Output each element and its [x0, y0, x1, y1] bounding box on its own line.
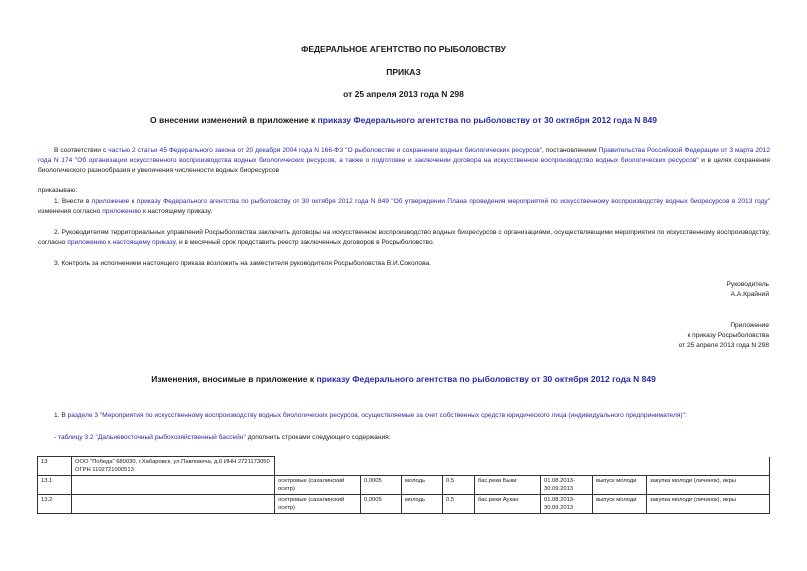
stage-cell: молодь	[402, 476, 443, 495]
item2-text-1: 2. Руководителям территориальных управлений Росрыболовства заключить договоры на искусственное воспроизводство водных биоресурсов с организациями, осуществляющими мероприятия по искусственному воспроизводству, согласно	[38, 229, 770, 246]
item1-text-2: изменения согласно	[38, 208, 103, 215]
title-link[interactable]: приказу Федерального агентства по рыболовству от 30 октября 2012 года N 849	[317, 115, 657, 125]
document-title	[0, 115, 807, 125]
activity-cell: выпуск молоди	[593, 495, 647, 514]
order-word: приказываю:	[38, 187, 78, 194]
species-cell: осетровые (сахалинский осетр)	[275, 495, 361, 514]
source-cell: закупка молоди (личинок), икры	[647, 476, 770, 495]
row-number: 13	[38, 457, 72, 476]
signature-name: А.А.Крайний	[730, 291, 769, 298]
title-prefix: О внесении изменений в приложение к	[150, 115, 318, 125]
table-row	[38, 495, 770, 514]
organization-cell: ООО "Победа" 680030, г.Хабаровск, ул.Павловича, д.6 ИНН 2721173050 ОГРН 1102721000513	[72, 457, 275, 476]
law-link[interactable]: частью 2 статьи 45 Федерального закона от 20 декабря 2004 года N 166-ФЗ "О рыболовстве и сохранении водных биологических ресурсов"	[108, 147, 543, 154]
stage-cell: молодь	[402, 495, 443, 514]
agency-name: ФЕДЕРАЛЬНОЕ АГЕНТСТВО ПО РЫБОЛОВСТВУ	[301, 44, 506, 54]
period-cell: 01.08.2013-30.09.2013	[541, 495, 593, 514]
empty-cell	[402, 457, 443, 476]
period-cell: 01.08.2013-30.09.2013	[541, 476, 593, 495]
changes-title-link[interactable]: приказу Федерального агентства по рыболовству от 30 октября 2012 года N 849	[316, 374, 656, 384]
empty-cell	[541, 457, 593, 476]
species-cell: осетровые (сахалинский осетр)	[275, 476, 361, 495]
item1-appendix-link[interactable]: приложению	[102, 208, 141, 215]
change-1-sub	[54, 433, 770, 443]
preamble-text-3: и в целях сохранения биологического разнообразия и увеличения численности водных биоресурсов	[38, 157, 771, 174]
doc-type: ПРИКАЗ	[386, 67, 421, 77]
empty-cell	[275, 457, 361, 476]
section-3-link[interactable]: разделе 3 "Мероприятия по искусственному воспроизводству водных биологических ресурсов, осуществляемые за счет собственных средств юридического лица (индивидуального предпринимателя)"	[67, 412, 685, 419]
empty-cell	[475, 457, 541, 476]
item1-order-link[interactable]: приложение к приказу Федерального агентства по рыболовству от 30 октября 2012 года N 849 "Об утверждении Плана проведения мероприятий по искусственному воспроизводству водных биоресурсов в 2013 году"	[91, 198, 770, 205]
item1-text-1: 1. Внести в	[54, 198, 92, 205]
appendix-line-1: Приложение	[730, 322, 769, 329]
table-row	[38, 457, 770, 476]
place-cell: бас.реки Аукан	[475, 495, 541, 514]
item2-text-2: , и в месячный срок представить реестр заключенных договоров в Росрыболовство.	[175, 239, 435, 246]
empty-cell	[361, 457, 402, 476]
appendix-line-3: от 25 апреля 2013 года N 298	[678, 342, 769, 349]
weight-cell: 0,5	[443, 495, 475, 514]
empty-cell	[72, 495, 275, 514]
change1-text-2: :	[684, 412, 687, 419]
changes-title-prefix: Изменения, вносимые в приложение к	[151, 374, 317, 384]
appendix-reference	[679, 321, 769, 351]
item-2	[38, 228, 770, 248]
signature-block	[727, 280, 769, 300]
doc-date-number: от 25 апреля 2013 года N 298	[343, 89, 464, 99]
item1-text-3: к настоящему приказу.	[141, 208, 213, 215]
additions-table	[37, 456, 770, 514]
row-number: 13.1	[38, 476, 72, 495]
appendix-line-2: к приказу Росрыболовства	[687, 332, 769, 339]
preamble-text-2: , постановлением	[542, 147, 599, 154]
weight-cell: 0,5	[443, 476, 475, 495]
place-cell: бас.реки Быки	[475, 476, 541, 495]
change1-sub-text-2: дополнить строками следующего содержания:	[245, 434, 391, 441]
activity-cell: выпуск молоди	[593, 476, 647, 495]
change-1	[54, 411, 770, 421]
empty-cell	[593, 457, 647, 476]
empty-cell	[443, 457, 475, 476]
source-cell: закупка молоди (личинок), икры	[647, 495, 770, 514]
table-3-2-link[interactable]: таблицу 3.2 "Дальневосточный рыбохозяйственный бассейн"	[58, 434, 246, 441]
resolution-link[interactable]: Правительства Российской Федерации от 3 марта 2012 года N 174 "Об организации искусственного воспроизводства водных биологических ресурсов, а также о подготовке и заключении договора на искусственное воспроизводство водных биологических ресурсов"	[38, 147, 770, 164]
preamble-paragraph	[38, 146, 770, 176]
empty-cell	[647, 457, 770, 476]
preamble-text-1: В соответствии с	[54, 147, 109, 154]
amount-cell: 0,0005	[361, 476, 402, 495]
change1-text-1: 1. В	[54, 412, 68, 419]
table-row	[38, 476, 770, 495]
row-number: 13.2	[38, 495, 72, 514]
item2-appendix-link[interactable]: приложению к настоящему приказу	[67, 239, 176, 246]
signature-role: Руководитель	[726, 281, 769, 288]
amount-cell: 0,0005	[361, 495, 402, 514]
item-1	[38, 197, 770, 217]
empty-cell	[72, 476, 275, 495]
changes-title	[0, 374, 807, 384]
item-3: 3. Контроль за исполнением настоящего приказа возложить на заместителя руководителя Росрыболовства В.И.Соколова.	[54, 260, 431, 267]
change1-sub-text-1: -	[54, 434, 59, 441]
